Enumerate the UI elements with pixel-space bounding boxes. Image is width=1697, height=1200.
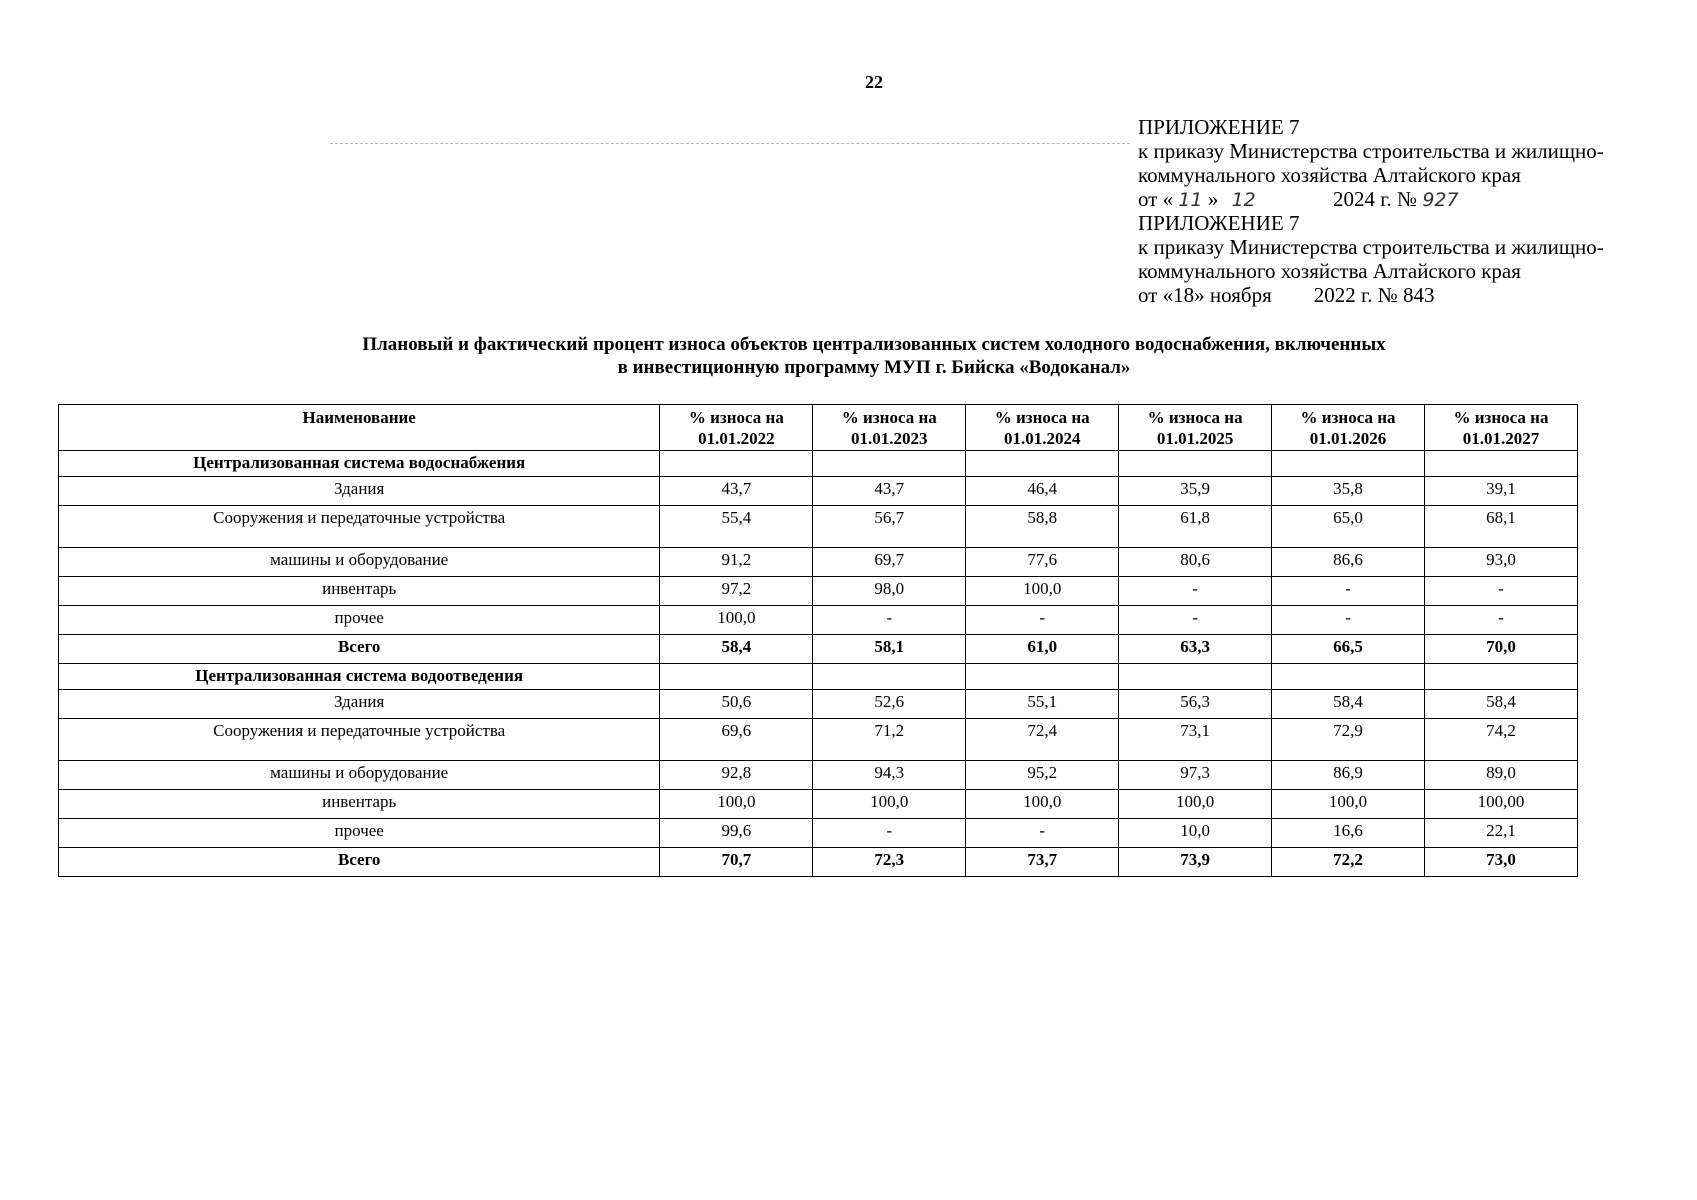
appendix-previous [1138, 211, 1693, 307]
table-header-row [59, 405, 1578, 451]
table-row: инвентарь 97,2 98,0 100,0 - - - [59, 577, 1578, 606]
appendix-order-line-1: к приказу Министерства строительства и жилищно- [1138, 235, 1604, 259]
table-row: машины и оборудование 91,2 69,7 77,6 80,6 86,6 93,0 [59, 548, 1578, 577]
handwritten-day: 11 [1178, 189, 1203, 211]
table-total-row: Всего 70,7 72,3 73,7 73,9 72,2 73,0 [59, 848, 1578, 877]
title-line-2: в инвестиционную программу МУП г. Бийска «Водоканал» [617, 357, 1131, 378]
header-2025: % износа на 01.01.2025 [1119, 405, 1272, 451]
section-title: Централизованная система водоотведения [59, 664, 660, 690]
handwritten-month: 12 [1231, 189, 1256, 211]
table-row: Здания 43,7 43,7 46,4 35,9 35,8 39,1 [59, 477, 1578, 506]
header-name: Наименование [59, 405, 660, 451]
table-row: машины и оборудование 92,8 94,3 95,2 97,3 86,9 89,0 [59, 761, 1578, 790]
wear-percentage-table [58, 404, 1578, 877]
date-mid: » [1207, 187, 1219, 211]
section-title: Централизованная система водоснабжения [59, 451, 660, 477]
date-prefix: от « [1138, 187, 1174, 211]
scan-artifact-line [330, 143, 1130, 144]
date-year: 2024 г. № [1333, 187, 1418, 211]
document-title [100, 333, 1648, 379]
section-row-sewerage [59, 664, 1578, 690]
table-total-row: Всего 58,4 58,1 61,0 63,3 66,5 70,0 [59, 635, 1578, 664]
table-row: Сооружения и передаточные устройства 69,6 71,2 72,4 73,1 72,9 74,2 [59, 719, 1578, 761]
header-2024: % износа на 01.01.2024 [966, 405, 1119, 451]
title-line-1: Плановый и фактический процент износа объектов централизованных систем холодного водоснабжения, включенных [362, 334, 1386, 355]
appendix-order-line-2: коммунального хозяйства Алтайского края [1138, 163, 1521, 187]
header-2027: % износа на 01.01.2027 [1425, 405, 1578, 451]
header-2022: % износа на 01.01.2022 [660, 405, 813, 451]
appendix-date-line: от «18» ноября 2022 г. № 843 [1138, 283, 1435, 307]
header-2026: % износа на 01.01.2026 [1272, 405, 1425, 451]
table-row: Здания 50,6 52,6 55,1 56,3 58,4 58,4 [59, 690, 1578, 719]
handwritten-order-number: 927 [1422, 189, 1459, 211]
appendix-order-line-2: коммунального хозяйства Алтайского края [1138, 259, 1521, 283]
appendix-title: ПРИЛОЖЕНИЕ 7 [1138, 115, 1300, 139]
appendix-date-line [1138, 187, 1693, 212]
appendix-order-line-1: к приказу Министерства строительства и жилищно- [1138, 139, 1604, 163]
page-number: 22 [865, 72, 883, 92]
appendix-title: ПРИЛОЖЕНИЕ 7 [1138, 211, 1300, 235]
table-row: Сооружения и передаточные устройства 55,4 56,7 58,8 61,8 65,0 68,1 [59, 506, 1578, 548]
section-row-water-supply [59, 451, 1578, 477]
appendix-current [1138, 115, 1693, 212]
header-2023: % износа на 01.01.2023 [813, 405, 966, 451]
table-row: прочее 99,6 - - 10,0 16,6 22,1 [59, 819, 1578, 848]
table-row: прочее 100,0 - - - - - [59, 606, 1578, 635]
table-row: инвентарь 100,0 100,0 100,0 100,0 100,0 100,00 [59, 790, 1578, 819]
